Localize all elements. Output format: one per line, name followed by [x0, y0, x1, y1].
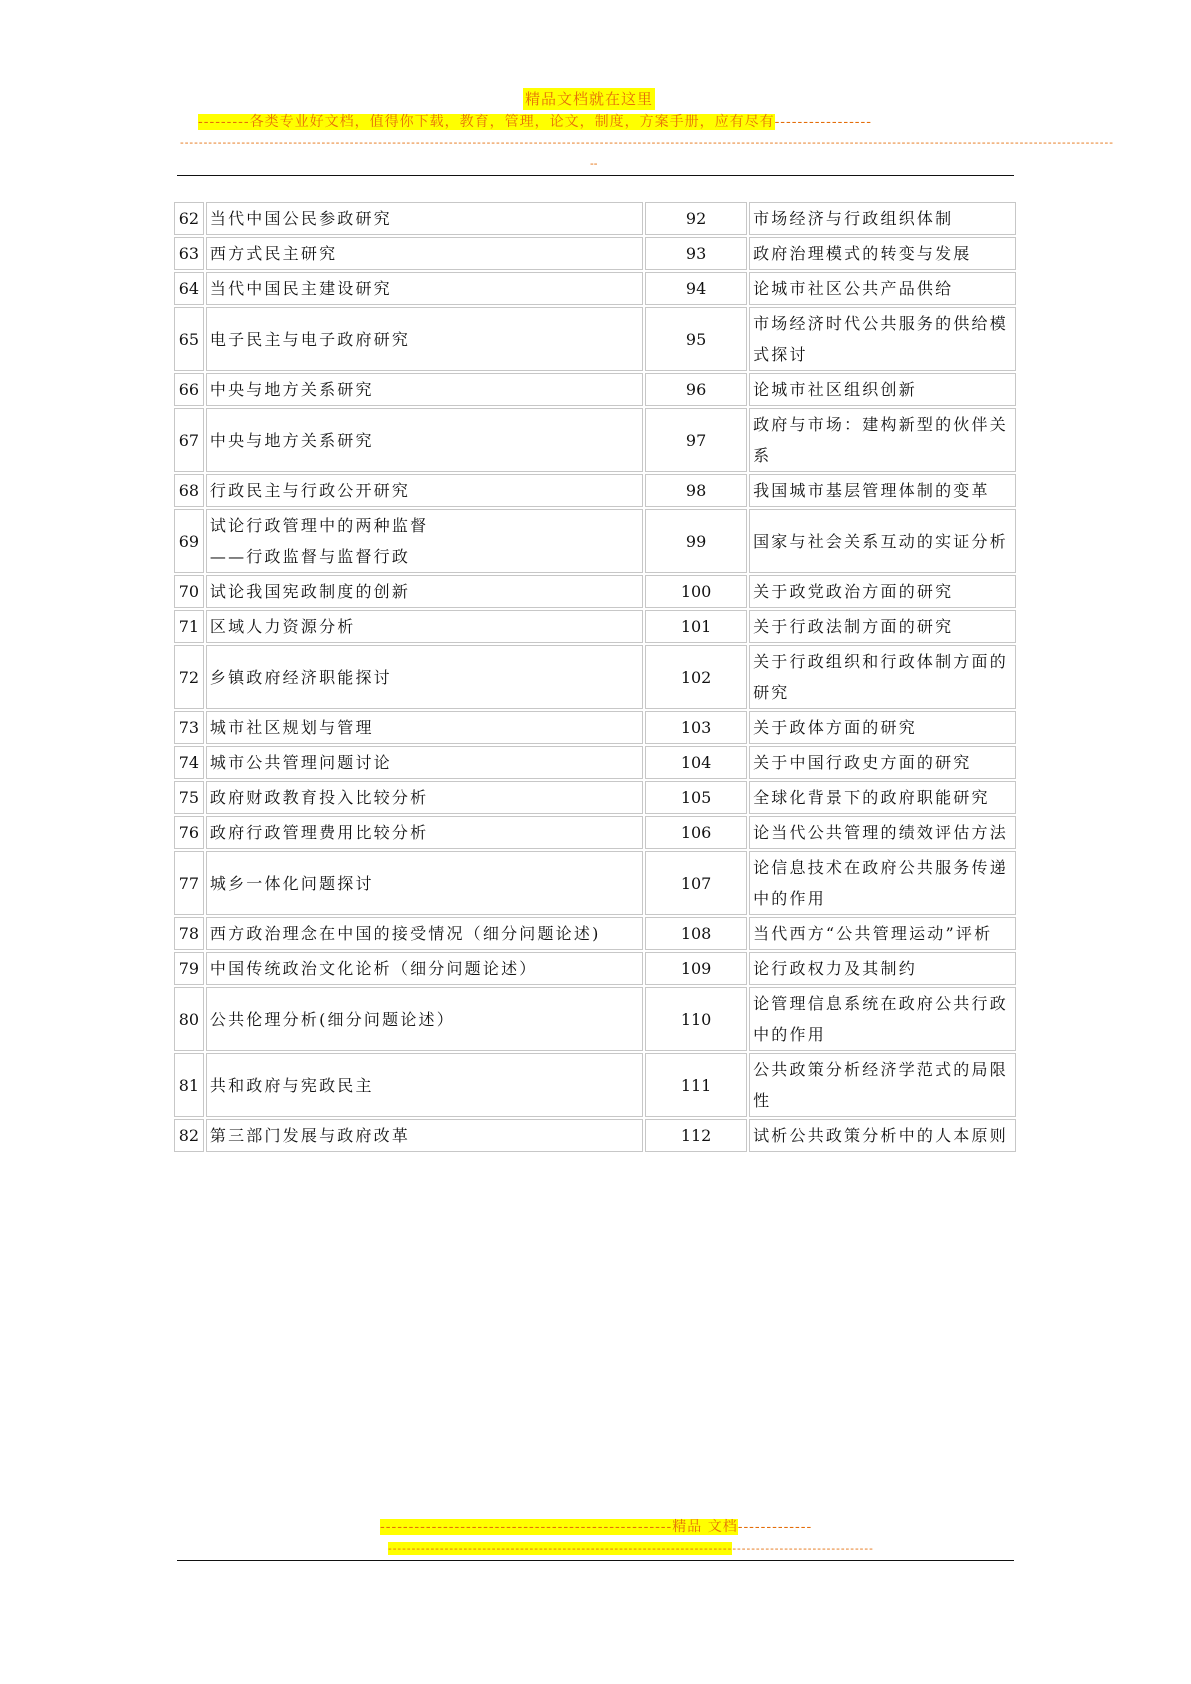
topic-title-right-line: 中的作用: [753, 889, 826, 908]
topic-title-left-line: 行政民主与行政公开研究: [209, 481, 411, 500]
topic-number-right: 95: [645, 307, 747, 371]
topic-title-right: [749, 408, 1016, 472]
topic-title-right-line: 关于中国行政史方面的研究: [753, 753, 972, 772]
topic-number-right: 105: [645, 781, 747, 814]
topic-title-left-line: 共和政府与宪政民主: [209, 1075, 374, 1095]
topic-title-right-line: 关于政体方面的研究: [753, 718, 917, 737]
footer-line-highlighted: ---------------------------------------------------精品 文档: [380, 1519, 738, 1535]
topic-number-right: 110: [645, 987, 747, 1051]
topic-title-left: [206, 987, 643, 1051]
topic-title-right-line: 式探讨: [753, 345, 808, 364]
topic-title-left-line: 电子民主与电子政府研究: [209, 329, 411, 349]
table-row: [174, 408, 1016, 472]
topic-number-left: 80: [174, 987, 204, 1051]
table-row: [174, 474, 1016, 507]
footer-line-tail: -------------: [737, 1519, 813, 1535]
topic-title-right: [749, 816, 1016, 849]
topic-title-left: [206, 952, 643, 985]
table-row: [174, 645, 1016, 709]
topic-title-left: [206, 373, 643, 406]
topic-title-left-line: 城乡一体化问题探讨: [209, 873, 374, 893]
topic-number-left: 75: [174, 781, 204, 814]
topic-title-right-line: 论城市社区组织创新: [753, 380, 917, 399]
topic-title-left: [206, 575, 643, 608]
topic-number-right: 109: [645, 952, 747, 985]
topic-number-left: 74: [174, 746, 204, 779]
topic-title-left-line: 城市公共管理问题讨论: [209, 753, 392, 772]
topic-title-right-line: 论城市社区公共产品供给: [753, 279, 954, 298]
topic-title-right-line: 公共政策分析经济学范式的局限: [753, 1060, 1008, 1079]
topic-title-left-line: 政府行政管理费用比较分析: [209, 823, 429, 842]
footer-dash-highlighted: -------------------------------------------------------------------------: [388, 1542, 733, 1555]
topic-title-right-line: 试析公共政策分析中的人本原则: [753, 1126, 1008, 1145]
topic-title-right: [749, 711, 1016, 744]
topic-title-left: [206, 307, 643, 371]
topic-title-left: [206, 610, 643, 643]
topic-title-left: [206, 711, 643, 744]
table-row: [174, 202, 1016, 235]
topic-title-left: [206, 816, 643, 849]
topic-title-left-line: 中国传统政治文化论析（细分问题论述）: [209, 959, 538, 978]
topic-title-right-line: 性: [753, 1091, 772, 1110]
table-row: [174, 781, 1016, 814]
topic-number-left: 82: [174, 1119, 204, 1152]
topic-number-right: 106: [645, 816, 747, 849]
table-row: [174, 711, 1016, 744]
topic-title-right-line: 研究: [753, 683, 790, 702]
table-row: [174, 509, 1016, 573]
topic-title-right: [749, 610, 1016, 643]
topics-table: [172, 200, 1018, 1154]
topic-number-left: 62: [174, 202, 204, 235]
topic-title-right: [749, 373, 1016, 406]
topic-number-right: 104: [645, 746, 747, 779]
topic-title-right: [749, 474, 1016, 507]
header-dash-line: ------------------------------------------------------------------------------------------------------------------------------------------------------------------------------------------------------: [180, 136, 1114, 149]
topic-title-right-line: 全球化背景下的政府职能研究: [753, 788, 990, 807]
topic-number-right: 92: [645, 202, 747, 235]
table-row: [174, 307, 1016, 371]
topic-title-left: [206, 781, 643, 814]
topic-title-right-line: 关于政党政治方面的研究: [753, 582, 954, 601]
topic-number-left: 65: [174, 307, 204, 371]
header-dash-end: --: [590, 157, 598, 170]
header-rule: [177, 175, 1014, 176]
topic-title-left-line: 公共伦理分析(细分问题论述）: [209, 1009, 455, 1029]
topic-title-right-line: 关于行政法制方面的研究: [753, 617, 954, 636]
topic-title-right-line: 市场经济与行政组织体制: [753, 209, 954, 228]
header-tagline: [198, 111, 872, 133]
topic-title-left: [206, 1053, 643, 1117]
topic-title-left: [206, 509, 643, 573]
header-tagline-highlighted: ---------各类专业好文档，值得你下载，教育，管理，论文，制度，方案手册，应有尽有: [198, 114, 775, 130]
footer-dash-tail: ------------------------------: [732, 1542, 874, 1555]
topic-title-left: [206, 917, 643, 950]
topic-number-left: 63: [174, 237, 204, 270]
topic-title-left-line: ——行政监督与监督行政: [209, 547, 411, 566]
topic-number-left: 71: [174, 610, 204, 643]
table-row: [174, 816, 1016, 849]
topic-title-left-line: 城市社区规划与管理: [209, 718, 374, 737]
topic-title-left: [206, 851, 643, 915]
topic-title-right: [749, 952, 1016, 985]
topic-title-right-line: 当代西方“公共管理运动”评析: [753, 924, 993, 943]
topic-number-left: 69: [174, 509, 204, 573]
topic-title-right: [749, 307, 1016, 371]
topic-title-right-line: 论当代公共管理的绩效评估方法: [753, 823, 1008, 842]
topic-title-left-line: 当代中国公民参政研究: [209, 209, 392, 228]
topic-title-left-line: 政府财政教育投入比较分析: [209, 788, 429, 807]
topic-title-left: [206, 272, 643, 305]
topic-title-left-line: 试论行政管理中的两种监督: [209, 516, 429, 535]
topic-title-left: [206, 1119, 643, 1152]
table-row: [174, 272, 1016, 305]
topic-title-right: [749, 202, 1016, 235]
table-row: [174, 373, 1016, 406]
footer-line: [380, 1517, 812, 1537]
table-row: [174, 575, 1016, 608]
topic-title-left: [206, 237, 643, 270]
topic-title-right: [749, 1053, 1016, 1117]
topic-title-left: [206, 474, 643, 507]
topic-title-right-line: 论信息技术在政府公共服务传递: [753, 858, 1008, 877]
table-row: [174, 952, 1016, 985]
table-row: [174, 1053, 1016, 1117]
header-tagline-tail: -----------------: [774, 114, 872, 130]
topic-number-right: 107: [645, 851, 747, 915]
topic-title-right: [749, 1119, 1016, 1152]
topic-title-left: [206, 645, 643, 709]
topic-title-right: [749, 781, 1016, 814]
topic-title-right: [749, 746, 1016, 779]
topic-title-left-line: 第三部门发展与政府改革: [209, 1126, 411, 1145]
topic-number-left: 79: [174, 952, 204, 985]
table-row: [174, 610, 1016, 643]
topic-title-left-line: 区域人力资源分析: [209, 617, 356, 636]
topic-number-right: 108: [645, 917, 747, 950]
topic-title-left: [206, 408, 643, 472]
topic-number-left: 67: [174, 408, 204, 472]
topic-title-left-line: 西方式民主研究: [209, 244, 338, 263]
topic-number-left: 70: [174, 575, 204, 608]
topic-title-left-line: 当代中国民主建设研究: [209, 279, 392, 298]
footer-rule: [177, 1560, 1014, 1561]
topic-number-left: 76: [174, 816, 204, 849]
topic-title-right: [749, 575, 1016, 608]
topic-number-right: 101: [645, 610, 747, 643]
topic-number-left: 77: [174, 851, 204, 915]
header-title: 精品文档就在这里: [525, 90, 654, 108]
table-row: [174, 987, 1016, 1051]
topic-title-left-line: 试论我国宪政制度的创新: [209, 582, 411, 601]
topic-title-right: [749, 272, 1016, 305]
table-row: [174, 851, 1016, 915]
table-row: [174, 1119, 1016, 1152]
topic-number-right: 98: [645, 474, 747, 507]
topic-title-right: [749, 237, 1016, 270]
topic-number-right: 97: [645, 408, 747, 472]
topic-number-left: 64: [174, 272, 204, 305]
topic-title-right-line: 政府治理模式的转变与发展: [753, 244, 972, 263]
topic-number-left: 72: [174, 645, 204, 709]
topic-number-right: 100: [645, 575, 747, 608]
topic-title-right-line: 论行政权力及其制约: [753, 959, 917, 978]
topic-number-right: 112: [645, 1119, 747, 1152]
topic-title-right: [749, 645, 1016, 709]
topic-number-right: 111: [645, 1053, 747, 1117]
topic-title-left: [206, 746, 643, 779]
topics-table-body: [174, 202, 1016, 1152]
topic-title-right: [749, 987, 1016, 1051]
topic-title-right: [749, 851, 1016, 915]
footer-dash-line: [388, 1541, 874, 1557]
topic-number-right: 94: [645, 272, 747, 305]
topic-title-left-line: 中央与地方关系研究: [209, 380, 374, 399]
topic-number-left: 81: [174, 1053, 204, 1117]
topic-number-left: 68: [174, 474, 204, 507]
table-row: [174, 746, 1016, 779]
topic-title-right-line: 政府与市场：建构新型的伙伴关系: [753, 415, 1008, 465]
topic-title-left-line: 乡镇政府经济职能探讨: [209, 667, 392, 687]
topic-number-right: 103: [645, 711, 747, 744]
topic-number-left: 73: [174, 711, 204, 744]
topic-title-right: [749, 509, 1016, 573]
topic-title-right: [749, 917, 1016, 950]
topic-number-right: 99: [645, 509, 747, 573]
topic-title-left-line: 西方政治理念在中国的接受情况（细分问题论述): [209, 924, 601, 943]
topic-number-right: 93: [645, 237, 747, 270]
topic-title-right-line: 关于行政组织和行政体制方面的: [753, 652, 1008, 671]
table-row: [174, 237, 1016, 270]
topic-number-left: 66: [174, 373, 204, 406]
topic-title-left-line: 中央与地方关系研究: [209, 430, 374, 450]
topic-number-left: 78: [174, 917, 204, 950]
table-row: [174, 917, 1016, 950]
topic-title-right-line: 中的作用: [753, 1025, 826, 1044]
topic-title-right-line: 市场经济时代公共服务的供给模: [753, 314, 1008, 333]
topic-title-right-line: 论管理信息系统在政府公共行政: [753, 994, 1008, 1013]
topic-number-right: 96: [645, 373, 747, 406]
topic-title-right-line: 国家与社会关系互动的实证分析: [753, 531, 1008, 551]
topic-title-right-line: 我国城市基层管理体制的变革: [753, 481, 990, 500]
topic-title-left: [206, 202, 643, 235]
topic-number-right: 102: [645, 645, 747, 709]
